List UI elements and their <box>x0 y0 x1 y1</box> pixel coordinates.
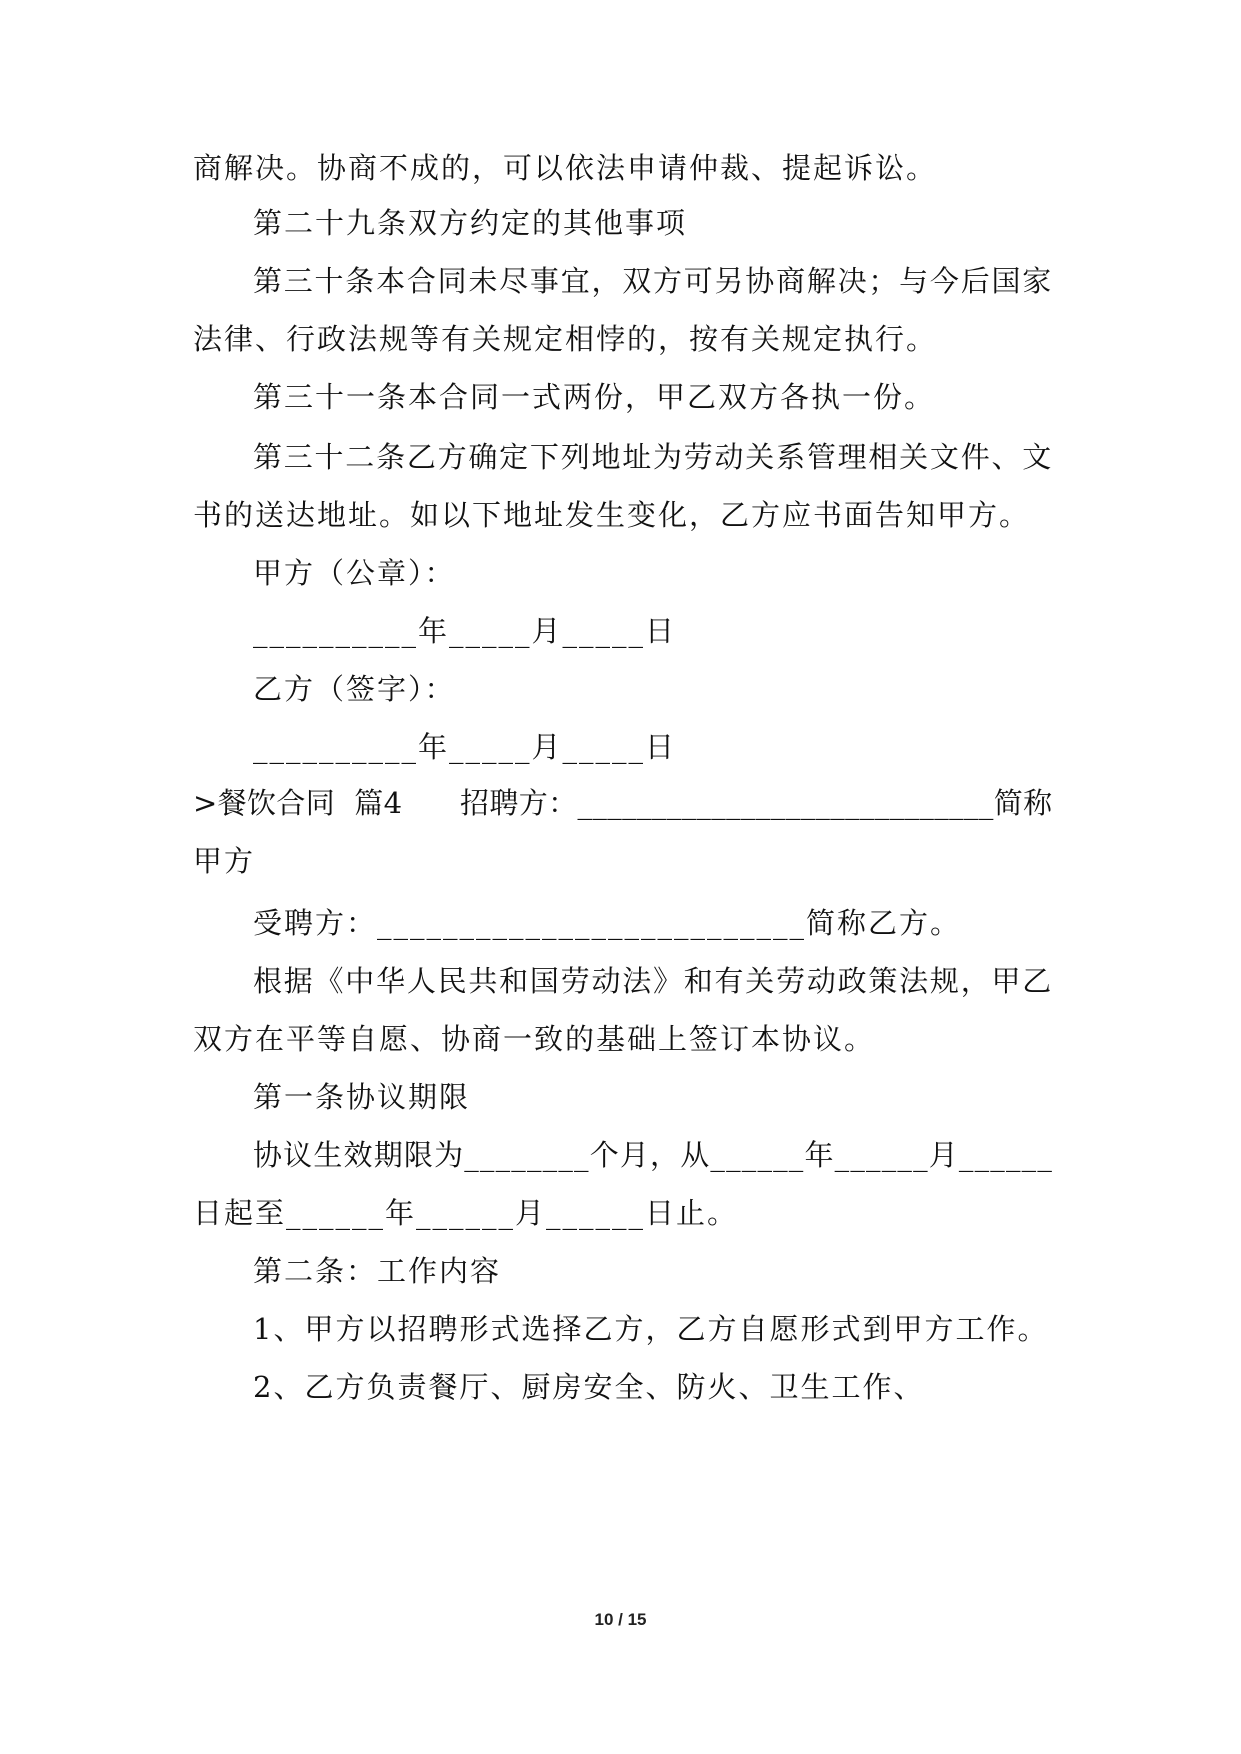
text-line: 甲方 <box>193 844 256 878</box>
list-item: 1、甲方以招聘形式选择乙方，乙方自愿形式到甲方工作。 <box>253 1312 1049 1346</box>
text-line: 双方在平等自愿、协商一致的基础上签订本协议。 <box>193 1022 876 1056</box>
clause-heading: 第一条协议期限 <box>253 1080 471 1114</box>
party-b-signature-label: 乙方（签字）： <box>253 672 456 706</box>
text-line: 商解决。协商不成的，可以依法申请仲裁、提起诉讼。 <box>193 151 938 185</box>
clause-heading: 第二十九条双方约定的其他事项 <box>253 206 688 240</box>
party-b-date-line: __________年_____月_____日 <box>253 730 677 764</box>
text-line: 法律、行政法规等有关规定相悖的，按有关规定执行。 <box>193 322 938 356</box>
text-line: 第三十一条本合同一式两份，甲乙双方各执一份。 <box>253 380 936 414</box>
party-a-seal-label: 甲方（公章）： <box>253 556 456 590</box>
list-item: 2、乙方负责餐厅、厨房安全、防火、卫生工作、 <box>253 1370 925 1404</box>
party-a-date-line: __________年_____月_____日 <box>253 614 677 648</box>
employee-line: 受聘方：__________________________简称乙方。 <box>253 906 962 940</box>
contract-section-heading: >餐饮合同 篇4 招聘方：____________________________简称 <box>193 786 1053 820</box>
text-line: 日起至______年______月______日止。 <box>193 1196 739 1230</box>
page-number: 10 / 15 <box>594 1610 647 1629</box>
text-line: 协议生效期限为________个月，从______年______月______ <box>253 1138 1054 1172</box>
text-line: 第三十二条乙方确定下列地址为劳动关系管理相关文件、文 <box>253 440 1054 474</box>
text-line: 书的送达地址。如以下地址发生变化，乙方应书面告知甲方。 <box>193 498 1031 532</box>
text-line: 第三十条本合同未尽事宜，双方可另协商解决；与今后国家 <box>253 264 1054 298</box>
clause-heading: 第二条：工作内容 <box>253 1254 502 1288</box>
text-line: 根据《中华人民共和国劳动法》和有关劳动政策法规，甲乙 <box>253 964 1054 998</box>
